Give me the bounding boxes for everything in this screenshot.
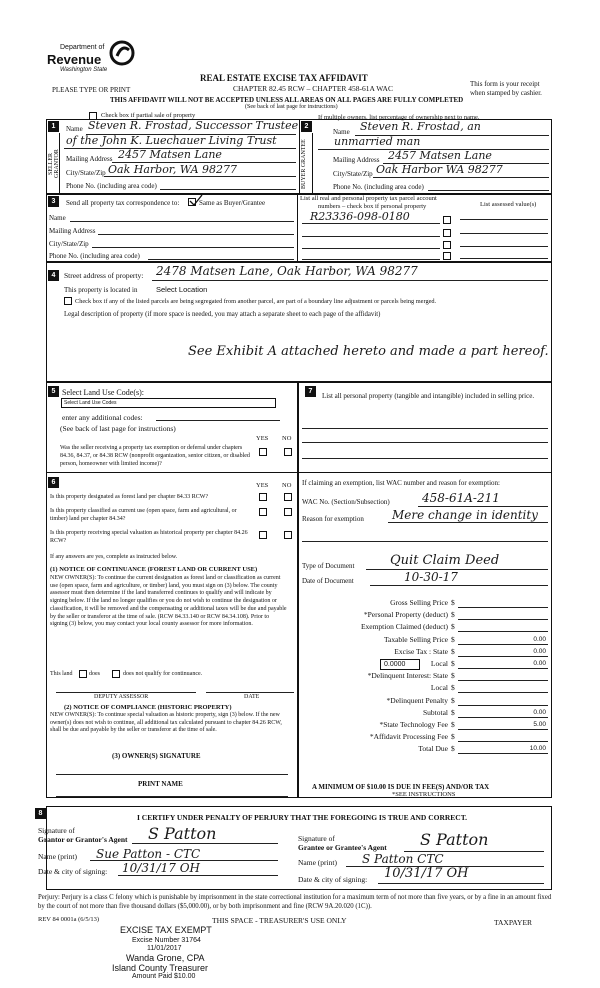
stamp-line4: Wanda Grone, CPA bbox=[126, 953, 205, 963]
parcel-header2: numbers – check box if personal property bbox=[318, 203, 427, 210]
corr-name-label: Name bbox=[49, 214, 66, 222]
grantee-name-line1[interactable]: Steven R. Frostad, an bbox=[360, 120, 481, 133]
partial-sale-label: Check box if partial sale of property bbox=[101, 112, 196, 119]
receipt-line1: This form is your receipt bbox=[470, 80, 540, 88]
exemption-question: Was the seller receiving a property tax exemption or deferral under chapters 84.36, 84.37, or 84.38 RCW (nonprofit organization, senior citizen, or disabled person, homeowner with limited income)? bbox=[60, 445, 250, 467]
grantor-date[interactable]: 10/31/17 OH bbox=[122, 861, 201, 875]
taxpayer-label: TAXPAYER bbox=[494, 918, 533, 927]
owner-signature-label: (3) OWNER(S) SIGNATURE bbox=[112, 752, 201, 760]
please-type: PLEASE TYPE OR PRINT bbox=[52, 86, 131, 94]
minimum-note: A MINIMUM OF $10.00 IS DUE IN FEE(S) AND/OR TAX bbox=[312, 783, 490, 791]
current-use-question: Is this property classified as current use (open space, farm and agricultural, or timber) land per chapter 84.34? bbox=[50, 508, 237, 522]
grantee-phone-label: Phone No. (including area code) bbox=[333, 183, 424, 191]
s5-yes-label: YES bbox=[256, 435, 269, 442]
grantor-city[interactable]: Oak Harbor, WA 98277 bbox=[108, 163, 238, 176]
same-as-buyer-label: Same as Buyer/Grantee bbox=[199, 199, 266, 207]
fee-row-currency: $ bbox=[451, 671, 455, 680]
fee-row-label: *Affidavit Processing Fee bbox=[369, 732, 448, 741]
legal-description[interactable]: See Exhibit A attached hereto and made a part hereof. bbox=[188, 344, 549, 359]
land-use-see-back: (See back of last page for instructions) bbox=[60, 424, 176, 433]
certify-statement: I CERTIFY UNDER PENALTY OF PERJURY THAT THE FOREGOING IS TRUE AND CORRECT. bbox=[137, 813, 468, 822]
personal-property-checkbox-2[interactable] bbox=[443, 229, 451, 237]
fee-row-currency: $ bbox=[451, 659, 455, 668]
segregated-checkbox[interactable] bbox=[64, 297, 72, 305]
fee-row-currency: $ bbox=[451, 744, 455, 753]
street-address[interactable]: 2478 Matsen Lane, Oak Harbor, WA 98277 bbox=[156, 264, 418, 278]
section7-number: 7 bbox=[305, 386, 316, 397]
s5-no-label: NO bbox=[282, 435, 292, 442]
section3-number: 3 bbox=[48, 196, 59, 207]
fee-row-label: *Personal Property (deduct) bbox=[363, 610, 448, 619]
grantor-city-label: City/State/Zip bbox=[66, 169, 106, 177]
personal-property-checkbox-4[interactable] bbox=[443, 252, 451, 260]
fee-row-label: *Delinquent Penalty bbox=[386, 696, 448, 705]
fee-row-value[interactable]: 0.00 bbox=[533, 660, 546, 667]
dept-line2: Revenue bbox=[47, 52, 102, 67]
historic-no-checkbox[interactable] bbox=[284, 531, 292, 539]
this-land-label: This land bbox=[50, 671, 73, 677]
see-back-header: (See back of last page for instructions) bbox=[245, 104, 338, 110]
does-not-checkbox[interactable] bbox=[112, 670, 120, 678]
fee-row-currency: $ bbox=[451, 610, 455, 619]
grantee-signature[interactable]: S Patton bbox=[420, 830, 489, 849]
exemption-no-checkbox[interactable] bbox=[284, 448, 292, 456]
form-warning: THIS AFFIDAVIT WILL NOT BE ACCEPTED UNLESS ALL AREAS ON ALL PAGES ARE FULLY COMPLETED bbox=[110, 96, 464, 104]
dor-logo-icon bbox=[109, 40, 135, 66]
fee-row-value[interactable]: 0.00 bbox=[533, 709, 546, 716]
grantee-print-name[interactable]: S Patton CTC bbox=[362, 852, 444, 866]
grantee-sig-label2: Grantee or Grantee's Agent bbox=[298, 843, 387, 852]
doc-type-label: Type of Document bbox=[302, 562, 355, 570]
grantor-signature[interactable]: S Patton bbox=[148, 824, 217, 843]
fee-row-label: *State Technology Fee bbox=[379, 720, 448, 729]
fee-row-value[interactable]: 0.00 bbox=[533, 648, 546, 655]
deputy-assessor-label: DEPUTY ASSESSOR bbox=[94, 694, 149, 700]
notice2-body: NEW OWNER(S): To continue special valuation as historic property, sign (3) below. If the new owner(s) does not wish to continue, all additional tax calculated pursuant to chapter 84.26 RCW, shall be due and payable by the seller or transferor at the time of sale. bbox=[50, 712, 282, 734]
grantor-name-label: Name bbox=[66, 125, 83, 133]
doc-type[interactable]: Quit Claim Deed bbox=[390, 553, 500, 568]
form-revision: REV 84 0001a (6/5/13) bbox=[38, 916, 100, 923]
parcel-number[interactable]: R23336-098-0180 bbox=[310, 210, 410, 223]
located-label: This property is located in bbox=[64, 286, 138, 294]
section1-number: 1 bbox=[48, 121, 59, 132]
dor-logo bbox=[47, 40, 147, 78]
grantor-date-label: Date & city of signing: bbox=[38, 867, 108, 876]
grantor-sig-label2: Grantor or Grantor's Agent bbox=[38, 835, 128, 844]
stamp-line5: Island County Treasurer bbox=[112, 963, 209, 973]
section4-number: 4 bbox=[48, 270, 59, 281]
personal-property-label: List all personal property (tangible and intangible) included in selling price. bbox=[322, 392, 535, 400]
grantor-mailing-label: Mailing Address bbox=[66, 155, 113, 163]
fee-row-value[interactable]: 0.00 bbox=[533, 636, 546, 643]
fee-row-label: Subtotal bbox=[422, 708, 448, 717]
wac-label: WAC No. (Section/Subsection) bbox=[302, 498, 390, 506]
grantee-sig-label1: Signature of bbox=[298, 834, 335, 843]
stamp-line3: 11/01/2017 bbox=[147, 945, 182, 952]
doc-date-label: Date of Document bbox=[302, 577, 354, 585]
street-address-label: Street address of property: bbox=[64, 271, 144, 280]
fee-row-currency: $ bbox=[451, 683, 455, 692]
corr-mailing-label: Mailing Address bbox=[49, 227, 96, 235]
fee-row-label: Total Due bbox=[418, 744, 448, 753]
segregated-text: Check box if any of the listed parcels are being segregated from another parcel, are part of a boundary line adjustment or parcels being merged. bbox=[75, 298, 437, 305]
form-chapter: CHAPTER 82.45 RCW – CHAPTER 458-61A WAC bbox=[233, 84, 393, 93]
doc-date[interactable]: 10-30-17 bbox=[404, 570, 458, 584]
historic-yes-checkbox[interactable] bbox=[259, 531, 267, 539]
section8-number: 8 bbox=[35, 808, 46, 819]
grantee-date[interactable]: 10/31/17 OH bbox=[384, 866, 469, 881]
fee-row-label: Local bbox=[430, 683, 448, 692]
assessor-date-label: DATE bbox=[244, 694, 260, 700]
see-instructions: *SEE INSTRUCTIONS bbox=[392, 791, 456, 798]
grantee-city[interactable]: Oak Harbor WA 98277 bbox=[376, 163, 503, 176]
fee-row-currency: $ bbox=[451, 622, 455, 631]
s6-yes-label: YES bbox=[256, 482, 269, 489]
grantee-mailing-label: Mailing Address bbox=[333, 156, 380, 164]
grantor-print-label: Name (print) bbox=[38, 852, 77, 861]
local-rate: 0.0000 bbox=[384, 661, 406, 668]
grantor-name-line2[interactable]: of the John K. Luechauer Living Trust bbox=[66, 134, 277, 147]
fee-row-currency: $ bbox=[451, 598, 455, 607]
grantor-mailing[interactable]: 2457 Matsen Lane bbox=[118, 148, 222, 161]
fee-row-value[interactable]: 5.00 bbox=[533, 721, 546, 728]
receipt-line2: when stamped by cashier. bbox=[470, 89, 542, 97]
location-select[interactable]: Select Location bbox=[156, 285, 208, 294]
form-title: REAL ESTATE EXCISE TAX AFFIDAVIT bbox=[200, 73, 368, 83]
grantor-phone-label: Phone No. (including area code) bbox=[66, 182, 157, 190]
fee-row-label: Gross Selling Price bbox=[390, 598, 448, 607]
personal-property-checkbox-3[interactable] bbox=[443, 241, 451, 249]
print-name-label: PRINT NAME bbox=[138, 780, 183, 788]
forest-land-question: Is this property designated as forest land per chapter 84.33 RCW? bbox=[50, 494, 209, 500]
fee-row-label: Excise Tax : State bbox=[394, 647, 448, 656]
dept-line3: Washington State bbox=[60, 67, 108, 73]
multiple-owners-note: If multiple owners, list percentage of ownership next to name. bbox=[318, 114, 480, 121]
corr-phone-label: Phone No. (including area code) bbox=[49, 252, 140, 260]
exemption-reason-label: Reason for exemption bbox=[302, 515, 364, 523]
stamp-line2: Excise Number 31764 bbox=[132, 937, 201, 944]
fee-row-label: Exemption Claimed (deduct) bbox=[360, 622, 448, 631]
stamp-line6: Amount Paid $10.00 bbox=[132, 973, 196, 980]
current-use-yes-checkbox[interactable] bbox=[259, 508, 267, 516]
dept-line1: Department of bbox=[60, 44, 105, 51]
parcel-header1: List all real and personal property tax parcel account bbox=[300, 195, 437, 202]
buyer-grantee-label: BUYER GRANTEE bbox=[301, 139, 307, 189]
s6-no-label: NO bbox=[282, 482, 292, 489]
legal-description-label: Legal description of property (if more space is needed, you may attach a separate sheet to each page of the affidavit) bbox=[64, 311, 381, 318]
section6-number: 6 bbox=[48, 477, 59, 488]
fee-row-label: Local bbox=[430, 659, 448, 668]
fee-row-label: Taxable Selling Price bbox=[383, 635, 448, 644]
fee-row-currency: $ bbox=[451, 732, 455, 741]
section5-number: 5 bbox=[48, 386, 59, 397]
send-correspondence-label: Send all property tax correspondence to: bbox=[66, 199, 180, 207]
treasurer-space: THIS SPACE - TREASURER'S USE ONLY bbox=[212, 916, 347, 925]
current-use-no-checkbox[interactable] bbox=[284, 508, 292, 516]
does-checkbox[interactable] bbox=[79, 670, 87, 678]
forest-no-checkbox[interactable] bbox=[284, 493, 292, 501]
fee-row-currency: $ bbox=[451, 647, 455, 656]
stamp-line1: EXCISE TAX EXEMPT bbox=[120, 925, 212, 935]
fee-row-currency: $ bbox=[451, 635, 455, 644]
grantee-date-label: Date & city of signing: bbox=[298, 875, 368, 884]
fee-row-currency: $ bbox=[451, 696, 455, 705]
personal-property-checkbox-1[interactable] bbox=[443, 216, 451, 224]
exemption-claim-label: If claiming an exemption, list WAC number and reason for exemption: bbox=[302, 479, 500, 487]
grantor-print-name[interactable]: Sue Patton - CTC bbox=[96, 847, 201, 861]
grantor-name-line1[interactable]: Steven R. Frostad, Successor Trustee bbox=[88, 119, 299, 132]
grantee-city-label: City/State/Zip bbox=[333, 170, 373, 178]
notice1-body: NEW OWNER(S): To continue the current designation as forest land or classification as current use (open space, farm and agriculture, or timber) land, you must sign on (3) below. The county assessor must then determine if the land transferred continues to qualify and will indicate by signing below. If the land no longer qualifies or you do not wish to continue the designation or classification, it will be removed and the compensating or additional taxes will be due and payable by the seller or transferor at the time of sale. (RCW 84.33.140 or RCW 84.34.108). Prior to signing (3) below, you may contact your local county assessor for more information. bbox=[50, 575, 287, 628]
does-not-label: does not qualify for continuance. bbox=[123, 671, 203, 677]
fee-row-currency: $ bbox=[451, 720, 455, 729]
perjury-statement: Perjury: Perjury is a class C felony which is punishable by imprisonment in the state correctional institution for a maximum term of not more than five years, or by a fine in an amount fixed by the court of not more than five thousand dollars ($5,000.00), or by both imprisonment and fine (RCW 9A.20.020 (1C)). bbox=[38, 894, 552, 910]
fee-row-currency: $ bbox=[451, 708, 455, 717]
corr-city-label: City/State/Zip bbox=[49, 240, 89, 248]
notice1-title: (1) NOTICE OF CONTINUANCE (FOREST LAND OR CURRENT USE) bbox=[50, 566, 258, 573]
grantee-mailing[interactable]: 2457 Matsen Lane bbox=[388, 149, 492, 162]
land-use-select-text: Select Land Use Codes bbox=[64, 400, 117, 406]
section2-number: 2 bbox=[301, 121, 312, 132]
fee-row-label: *Delinquent Interest: State bbox=[367, 671, 448, 680]
exemption-reason[interactable]: Mere change in identity bbox=[392, 508, 538, 522]
if-yes-note: If any answers are yes, complete as instructed below. bbox=[50, 554, 178, 560]
grantee-name-line2[interactable]: unmarried man bbox=[334, 135, 421, 148]
land-use-label: Select Land Use Code(s): bbox=[62, 388, 144, 397]
wac-value[interactable]: 458-61A-211 bbox=[422, 491, 500, 505]
seller-grantor-label: SELLER GRANTOR bbox=[48, 149, 60, 179]
does-label: does bbox=[89, 671, 100, 677]
notice2-title: (2) NOTICE OF COMPLIANCE (HISTORIC PROPERTY) bbox=[64, 704, 232, 711]
grantee-name-label: Name bbox=[333, 128, 350, 136]
assessed-header: List assessed value(s) bbox=[480, 201, 537, 208]
exemption-yes-checkbox[interactable] bbox=[259, 448, 267, 456]
forest-yes-checkbox[interactable] bbox=[259, 493, 267, 501]
grantor-sig-label1: Signature of bbox=[38, 826, 75, 835]
historic-question: Is this property receiving special valuation as historical property per chapter 84.26 RCW? bbox=[50, 530, 248, 544]
fee-row-value[interactable]: 10.00 bbox=[529, 745, 546, 752]
grantee-print-label: Name (print) bbox=[298, 858, 337, 867]
additional-codes-label: enter any additional codes: bbox=[62, 413, 143, 422]
